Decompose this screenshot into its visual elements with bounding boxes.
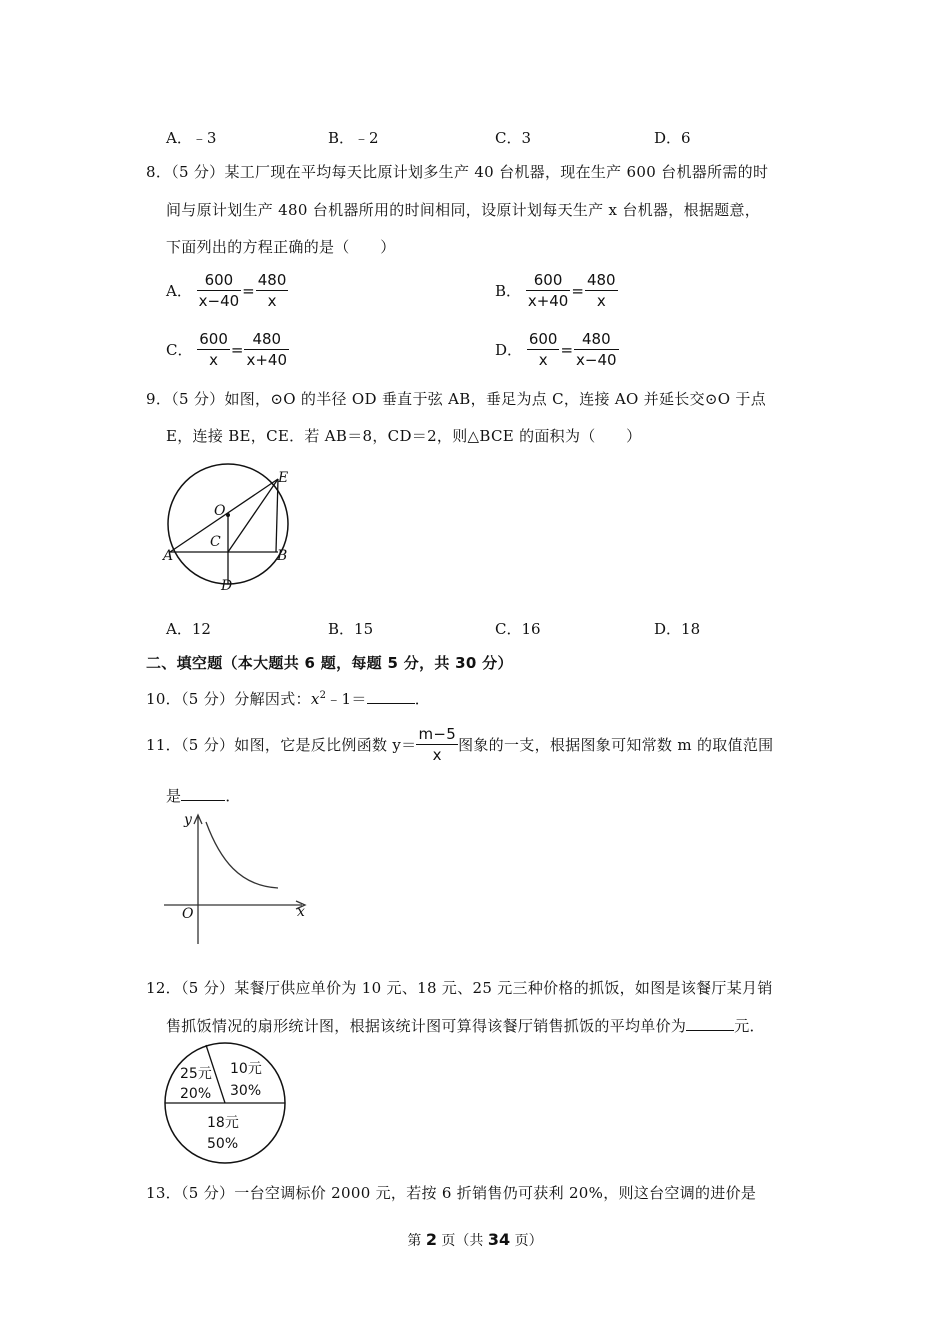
label-B: B: [277, 548, 288, 564]
pie-label-18: 18元: [207, 1115, 239, 1131]
pie-pct-25: 20%: [180, 1086, 212, 1102]
q12-line1: 12．（5 分）某餐厅供应单价为 10 元、18 元、25 元三种价格的抓饭，如图是该餐厅某月销: [146, 979, 773, 997]
q8-option-c: C． $\frac{600}{x}$ = $\frac{480}{x+40}$: [166, 330, 288, 369]
q9-option-c: C．16: [495, 620, 541, 638]
axis-label-x: x: [297, 904, 305, 920]
pie-pct-10: 30%: [230, 1083, 262, 1099]
label-A: A: [163, 548, 174, 564]
q11-line1: 11．（5 分）如图，它是反比例函数 y＝ $\frac{m-5}{x}$ 图象的一支，根据图象可知常数 m 的取值范围: [146, 725, 774, 764]
q7-option-b: B．﹣2: [328, 129, 379, 147]
label-E: E: [278, 470, 289, 486]
section-title: 二、填空题（本大题共 6 题，每题 5 分，共 30 分）: [146, 654, 513, 672]
q11-line2: 是 ．: [166, 787, 241, 805]
q8-line2: 间与原计划生产 480 台机器所用的时间相同，设原计划每天生产 x 台机器，根据题意，: [166, 201, 761, 219]
pie-chart: [160, 1040, 290, 1168]
q9-option-d: D．18: [654, 620, 701, 638]
origin-label: O: [182, 906, 194, 922]
q8-option-b: B． $\frac{600}{x+40}$ = $\frac{480}{x}$: [495, 271, 616, 310]
page-footer: 第 2 页（共 34 页）: [407, 1230, 543, 1249]
q10: 10．（5 分）分解因式：$x^2﹣1=$ ．: [146, 690, 431, 708]
q9-option-b: B．15: [328, 620, 374, 638]
hyperbola-figure: [160, 810, 310, 946]
q8-option-d: D． $\frac{600}{x}$ = $\frac{480}{x-40}$: [495, 330, 617, 369]
q13-line1: 13．（5 分）一台空调标价 2000 元，若按 6 折销售仍可获利 20%，则这台空调的进价是: [146, 1184, 757, 1202]
q8-line3: 下面列出的方程正确的是（ ）: [166, 238, 396, 256]
label-D: D: [221, 578, 233, 594]
circle-figure: [160, 462, 300, 596]
q7-option-d: D．6: [654, 129, 691, 147]
q9-option-a: A．12: [166, 620, 211, 638]
q12-line2: 售抓饭情况的扇形统计图，根据该统计图可算得该餐厅销售抓饭的平均单价为 元．: [166, 1017, 765, 1035]
q7-option-a: A．﹣3: [166, 129, 217, 147]
label-O: O: [214, 503, 226, 519]
q7-option-c: C．3: [495, 129, 532, 147]
pie-pct-18: 50%: [207, 1136, 239, 1152]
pie-label-10: 10元: [230, 1061, 262, 1077]
q8-option-a: A． $\frac{600}{x-40}$ = $\frac{480}{x}$: [166, 271, 287, 310]
pie-label-25: 25元: [180, 1066, 212, 1082]
axis-label-y: y: [184, 812, 192, 828]
q9-line2: E，连接 BE，CE．若 AB＝8，CD＝2，则△BCE 的面积为（ ）: [166, 427, 642, 445]
q9-line1: 9．（5 分）如图，⊙O 的半径 OD 垂直于弦 AB，垂足为点 C，连接 AO 并延长交⊙O 于点: [146, 390, 767, 408]
label-C: C: [210, 534, 221, 550]
q8-line1: 8．（5 分）某工厂现在平均每天比原计划多生产 40 台机器，现在生产 600 台机器所需的时: [146, 163, 769, 181]
